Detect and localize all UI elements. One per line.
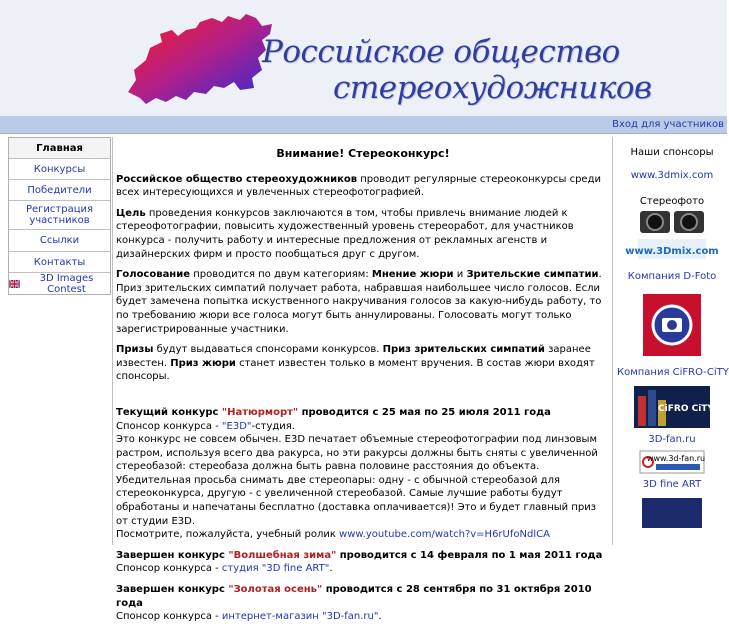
page-heading: Внимание! Стереоконкурс! xyxy=(276,147,450,160)
prizes-paragraph xyxy=(116,343,610,384)
sponsors-sidebar xyxy=(617,137,727,528)
intro-bold: Российское общество стереохудожников xyxy=(116,173,358,185)
nav-item-links[interactable]: Ссылки xyxy=(9,230,110,252)
nav-item-3d-images-contest-label: 3D Images Contest xyxy=(39,272,94,295)
nav-item-contacts[interactable]: Контакты xyxy=(9,252,110,273)
winter-contest-block xyxy=(116,549,610,576)
winter-contest-dates: проводится с 14 февраля по 1 мая 2011 года xyxy=(336,549,603,561)
current-contest-block xyxy=(116,406,610,542)
site-title-line1: Российское общество xyxy=(262,34,620,70)
goal-paragraph xyxy=(116,207,610,261)
current-sponsor-suffix: -студия. xyxy=(251,420,295,432)
voting-text3: . Приз зрительских симпатий получает работа, набравшая наибольшее число голосов. Если будет замечена попытка искуственного накручивания голосов за какую-нибудь работу, то по требованию жюри все голоса могут быть аннулированы. Голосовать могут только зарегистрированные участники. xyxy=(116,269,602,335)
current-contest-description: Это конкурс не совсем обычен. E3D печатает объемные стереофотографии под линзовым растром, используя всего два ракурса, но эти ракурсы должны быть сняты с увеличенной стереобазой: стереобаза должна быть равна половине расстояния до объекта. Убедительная просьба снимать две стереопары: одну - с обычной стереобазой для стереоконкурса, другую - с увеличенной стереобазой. Самые лучшие работы будут обработаны и напечатаны бесплатно (доставка оплачивается)! Это и будет главный приз от студии E3D. xyxy=(116,434,598,527)
3d-fine-art-banner[interactable] xyxy=(642,498,702,528)
winter-sponsor-prefix: Спонсор конкурса - xyxy=(116,563,222,575)
nav-item-winners[interactable]: Победители xyxy=(9,180,110,201)
3dmix-banner-title: Стереофото xyxy=(639,196,705,207)
3dmix-banner[interactable] xyxy=(625,191,719,263)
russia-map-logo xyxy=(0,0,300,117)
winter-sponsor-link[interactable]: студия "3D fine ART" xyxy=(221,563,330,575)
cifro-city-banner-text: CiFRO CiTY xyxy=(658,404,714,414)
jury-prize-bold: Приз жюри xyxy=(170,357,236,369)
sponsors-heading: Наши спонсоры xyxy=(630,147,714,158)
prizes-bold: Призы xyxy=(116,344,154,356)
sponsor-link-dfoto[interactable]: Компания D-Foto xyxy=(627,271,717,282)
audience-choice-bold: Зрительские симпатии xyxy=(466,269,599,281)
autumn-sponsor-link[interactable]: интернет-магазин "3D-fan.ru" xyxy=(221,611,379,623)
intro-paragraph xyxy=(116,173,610,200)
autumn-sponsor-suffix: . xyxy=(378,611,382,623)
login-link[interactable]: Вход для участников xyxy=(612,119,724,130)
current-contest-prefix: Текущий конкурс xyxy=(116,406,222,418)
autumn-sponsor-prefix: Спонсор конкурса - xyxy=(116,611,222,623)
prizes-text3: станет известен только в момент вручения. В состав жюри входят спонсоры. xyxy=(116,357,595,383)
video-prefix: Посмотрите, пожалуйста, учебный ролик xyxy=(116,529,340,541)
autumn-contest-prefix: Завершен конкурс xyxy=(116,584,229,596)
3dmix-banner-caption: www.3Dmix.com xyxy=(625,246,719,257)
prizes-text2: заранее известен. xyxy=(116,344,591,369)
goal-bold: Цель xyxy=(116,207,146,219)
sponsor-link-3d-fan[interactable]: 3D-fan.ru xyxy=(648,434,696,445)
3d-fan-banner-text: www.3d-fan.ru xyxy=(646,454,706,463)
nav-item-registration[interactable]: Регистрация участников xyxy=(9,201,110,230)
winter-contest-name[interactable]: "Волшебная зима" xyxy=(228,549,337,561)
nav-item-contests[interactable]: Конкурсы xyxy=(9,159,110,180)
autumn-contest-name[interactable]: "Золотая осень" xyxy=(228,584,323,596)
sponsor-link-cifro-city[interactable]: Компания CiFRO-CiTY xyxy=(617,367,729,378)
voting-text2: и xyxy=(453,269,467,281)
audience-prize-bold: Приз зрительских симпатий xyxy=(382,344,545,356)
nav-item-3d-images-contest[interactable] xyxy=(9,273,110,294)
winter-contest-prefix: Завершен конкурс xyxy=(116,549,229,561)
voting-paragraph xyxy=(116,268,610,336)
nav-item-home[interactable]: Главная xyxy=(9,138,110,159)
prizes-text1: будут выдаваться спонсорами конкурсов. xyxy=(153,344,383,356)
voting-text1: проводится по двум категориям: xyxy=(190,269,372,281)
current-contest-name[interactable]: "Натюрморт" xyxy=(221,406,299,418)
main-content xyxy=(112,137,613,623)
dfoto-banner[interactable] xyxy=(643,294,701,356)
site-title-line2: стереохудожников xyxy=(333,70,652,106)
uk-flag-icon xyxy=(9,280,20,288)
autumn-contest-block xyxy=(116,583,610,624)
current-contest-dates: проводится с 25 мая по 25 июля 2011 года xyxy=(298,406,551,418)
intro-text: проводит регулярные стереоконкурсы среди всех интересующихся и увлеченных стереофотографией. xyxy=(116,173,601,199)
video-link[interactable]: www.youtube.com/watch?v=H6rUfoNdlCA xyxy=(339,529,550,541)
cifro-city-banner[interactable] xyxy=(634,386,714,428)
current-sponsor-prefix: Спонсор конкурса - xyxy=(116,420,222,432)
sponsor-link-3dmix[interactable]: www.3dmix.com xyxy=(630,170,714,181)
left-navigation xyxy=(8,137,111,295)
goal-text: проведения конкурсов заключаются в том, чтобы привлечь внимание людей к стереофотографии, повысить художественный уровень стереоработ, для участников конкурса - получить работу и интересные предложения от рекламных агенств и дизайнерских фирм и просто пообщаться друг с другом. xyxy=(116,207,574,260)
current-sponsor-link[interactable]: "E3D" xyxy=(221,420,252,432)
voting-bold: Голосование xyxy=(116,269,191,281)
sponsor-link-3d-fine-art[interactable]: 3D fine ART xyxy=(642,479,702,490)
site-header xyxy=(0,0,727,117)
jury-opinion-bold: Мнение жюри xyxy=(371,269,454,281)
login-bar xyxy=(0,117,727,134)
autumn-contest-dates: проводится с 28 сентября по 31 октября 2010 года xyxy=(116,584,592,609)
winter-sponsor-suffix: . xyxy=(329,563,333,575)
3d-fan-banner[interactable] xyxy=(640,451,704,473)
